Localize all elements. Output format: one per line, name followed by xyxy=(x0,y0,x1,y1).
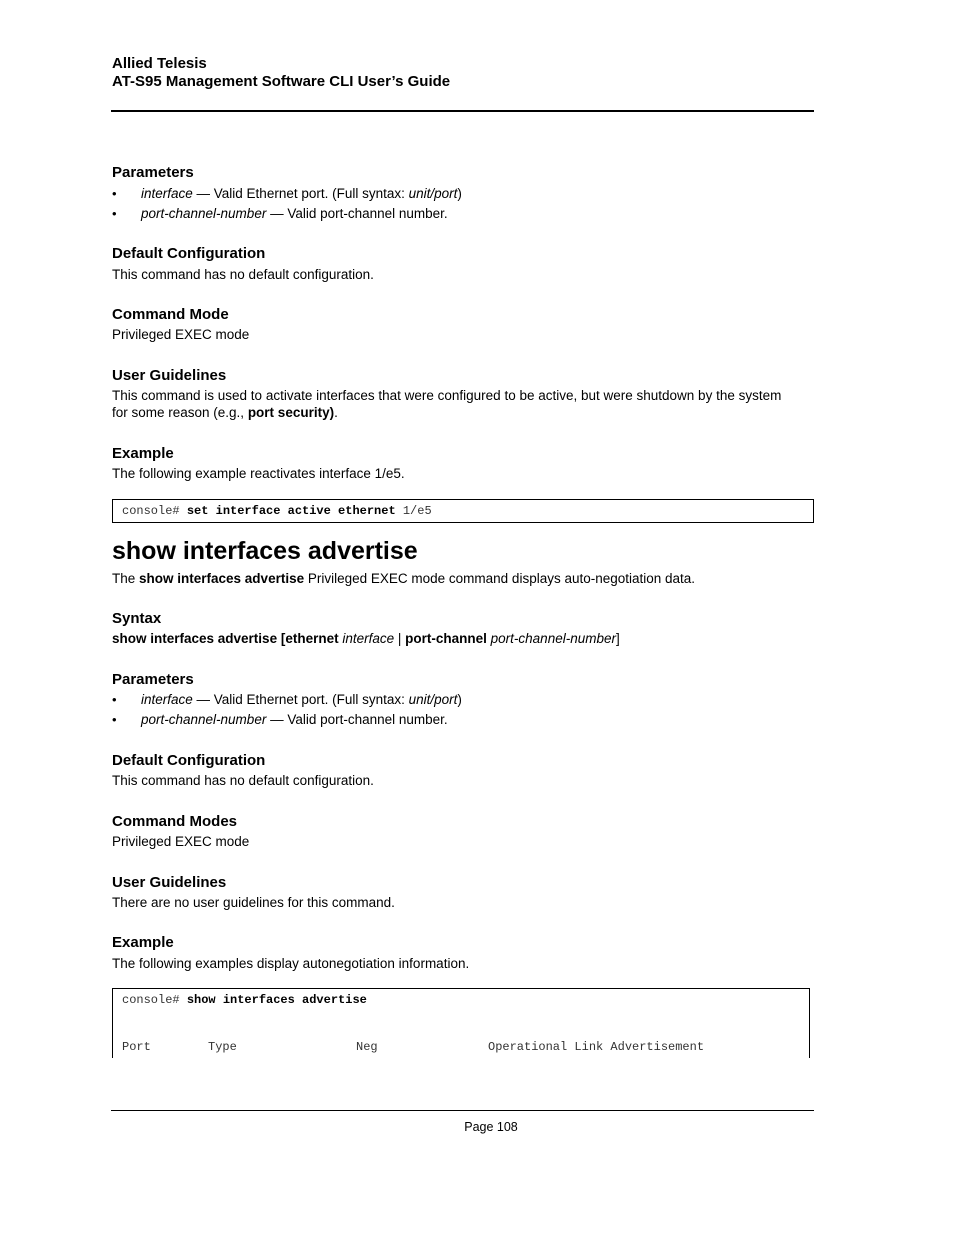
bullet-icon: • xyxy=(112,692,117,707)
user-guidelines-line2: for some reason (e.g., port security). xyxy=(112,405,338,420)
default-config-text: This command has no default configuration. xyxy=(112,267,374,282)
bullet-icon: • xyxy=(112,206,117,221)
table-header-port: Port xyxy=(122,1040,151,1054)
bullet-icon: • xyxy=(112,712,117,727)
command-modes-text: Privileged EXEC mode xyxy=(112,834,250,849)
example-text: The following examples display autonegotiation information. xyxy=(112,956,470,971)
footer-rule xyxy=(111,1110,814,1111)
section-title: show interfaces advertise xyxy=(112,537,418,565)
user-guidelines-heading: User Guidelines xyxy=(112,367,227,384)
example-heading: Example xyxy=(112,445,174,462)
user-guidelines-line1: This command is used to activate interfaces that were configured to be active, but were shutdown by the system xyxy=(112,388,782,403)
user-guidelines-heading: User Guidelines xyxy=(112,874,227,891)
section-intro: The show interfaces advertise Privileged EXEC mode command displays auto-negotiation data. xyxy=(112,571,696,586)
header-rule xyxy=(111,110,814,112)
default-config-text: This command has no default configuration. xyxy=(112,773,374,788)
command-mode-heading: Command Mode xyxy=(112,306,229,323)
default-config-heading: Default Configuration xyxy=(112,245,266,262)
syntax-line: show interfaces advertise [ethernet interface | port-channel port-channel-number] xyxy=(112,631,620,646)
code-block xyxy=(112,499,814,523)
user-guidelines-text: There are no user guidelines for this command. xyxy=(112,895,395,910)
code-line: console# show interfaces advertise xyxy=(122,993,367,1007)
syntax-heading: Syntax xyxy=(112,610,162,627)
parameters-heading: Parameters xyxy=(112,164,194,181)
table-header-neg: Neg xyxy=(356,1040,378,1054)
table-header-type: Type xyxy=(208,1040,237,1054)
command-modes-heading: Command Modes xyxy=(112,813,238,830)
command-mode-text: Privileged EXEC mode xyxy=(112,327,250,342)
page-number: Page 108 xyxy=(464,1120,518,1134)
guide-title: AT-S95 Management Software CLI User’s Guide xyxy=(112,73,451,90)
code-line: console# set interface active ethernet 1/e5 xyxy=(122,504,432,518)
example-text: The following example reactivates interface 1/e5. xyxy=(112,466,405,481)
table-header-advertisement: Operational Link Advertisement xyxy=(488,1040,705,1054)
parameters-heading: Parameters xyxy=(112,671,194,688)
example-heading: Example xyxy=(112,934,174,951)
code-block xyxy=(112,988,810,1058)
company-name: Allied Telesis xyxy=(112,55,207,72)
default-config-heading: Default Configuration xyxy=(112,752,266,769)
bullet-icon: • xyxy=(112,186,117,201)
